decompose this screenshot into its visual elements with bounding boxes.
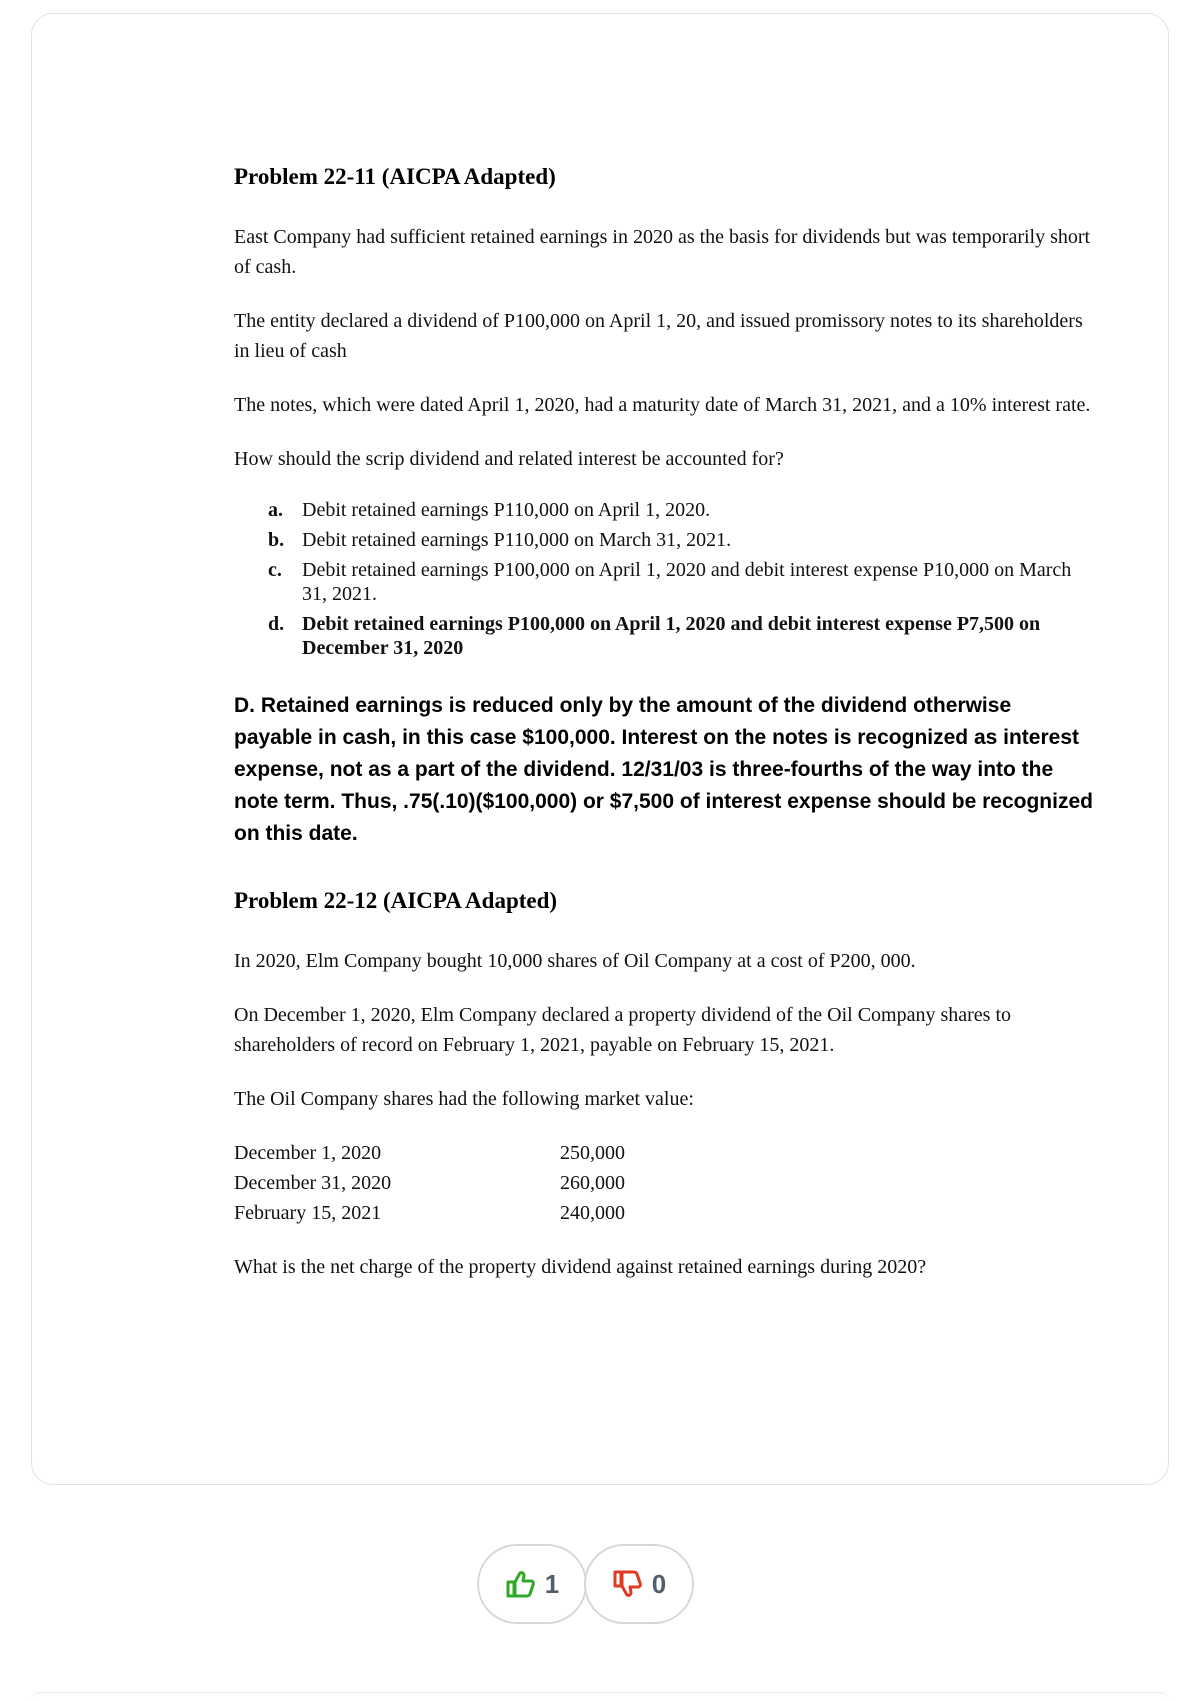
option-text: Debit retained earnings P100,000 on April 1, 2020 and debit interest expense P7,500 on December 31, 2020 — [302, 613, 1041, 659]
thumbs-down-icon — [612, 1570, 642, 1598]
paragraph: The notes, which were dated April 1, 2020, had a maturity date of March 31, 2021, and a 10% interest rate. — [234, 394, 1091, 416]
mv-value: 240,000 — [560, 1202, 625, 1224]
answer-explanation: D. Retained earnings is reduced only by the amount of the dividend otherwise payable in cash, in this case $100,000. Interest on the notes is recognized as interest expense, not as a part of the dividend. 12/31/03 is three-fourths of the way into the note term. Thus, .75(.10)($100,000) or $7,500 of interest expense should be recognized on this date. — [234, 694, 1093, 845]
option-letter: a. — [268, 499, 283, 521]
option-text: Debit retained earnings P110,000 on March 31, 2021. — [302, 529, 732, 551]
next-card-edge — [31, 1692, 1169, 1701]
mv-value: 250,000 — [560, 1142, 625, 1164]
upvote-count: 1 — [544, 1568, 560, 1599]
table-row — [234, 1198, 625, 1228]
table-row — [234, 1168, 625, 1198]
paragraph: East Company had sufficient retained earnings in 2020 as the basis for dividends but was temporarily short of cash. — [234, 226, 1091, 278]
option-text: Debit retained earnings P110,000 on April 1, 2020. — [302, 499, 711, 521]
mv-date: February 15, 2021 — [234, 1202, 382, 1224]
problem-title: Problem 22-12 (AICPA Adapted) — [234, 888, 558, 913]
upvote-button[interactable] — [477, 1544, 587, 1624]
option-b — [268, 528, 1094, 552]
option-letter: d. — [268, 613, 285, 635]
answer-options — [234, 498, 1094, 660]
option-c — [268, 558, 1094, 606]
paragraph: In 2020, Elm Company bought 10,000 shares of Oil Company at a cost of P200, 000. — [234, 950, 916, 972]
vote-group — [477, 1544, 697, 1624]
question: How should the scrip dividend and related interest be accounted for? — [234, 448, 784, 470]
paragraph: The Oil Company shares had the following market value: — [234, 1088, 694, 1110]
table-row — [234, 1138, 625, 1168]
document-content — [234, 162, 1094, 1282]
downvote-count: 0 — [651, 1568, 667, 1599]
option-letter: b. — [268, 529, 285, 551]
problem-title: Problem 22-11 (AICPA Adapted) — [234, 164, 556, 189]
option-text: Debit retained earnings P100,000 on April 1, 2020 and debit interest expense P10,000 on March 31, 2021. — [302, 559, 1072, 605]
mv-date: December 1, 2020 — [234, 1142, 382, 1164]
market-value-table — [234, 1138, 625, 1228]
paragraph: The entity declared a dividend of P100,000 on April 1, 20, and issued promissory notes to its shareholders in lieu of cash — [234, 310, 1083, 362]
downvote-button[interactable] — [584, 1544, 694, 1624]
option-a — [268, 498, 1094, 522]
thumbs-up-icon — [505, 1570, 535, 1598]
question: What is the net charge of the property dividend against retained earnings during 2020? — [234, 1256, 927, 1278]
paragraph: On December 1, 2020, Elm Company declared a property dividend of the Oil Company shares to shareholders of record on February 1, 2021, payable on February 15, 2021. — [234, 1004, 1012, 1056]
option-d — [268, 612, 1094, 660]
option-letter: c. — [268, 559, 282, 581]
mv-value: 260,000 — [560, 1172, 625, 1194]
document-page — [31, 13, 1169, 1485]
mv-date: December 31, 2020 — [234, 1172, 392, 1194]
